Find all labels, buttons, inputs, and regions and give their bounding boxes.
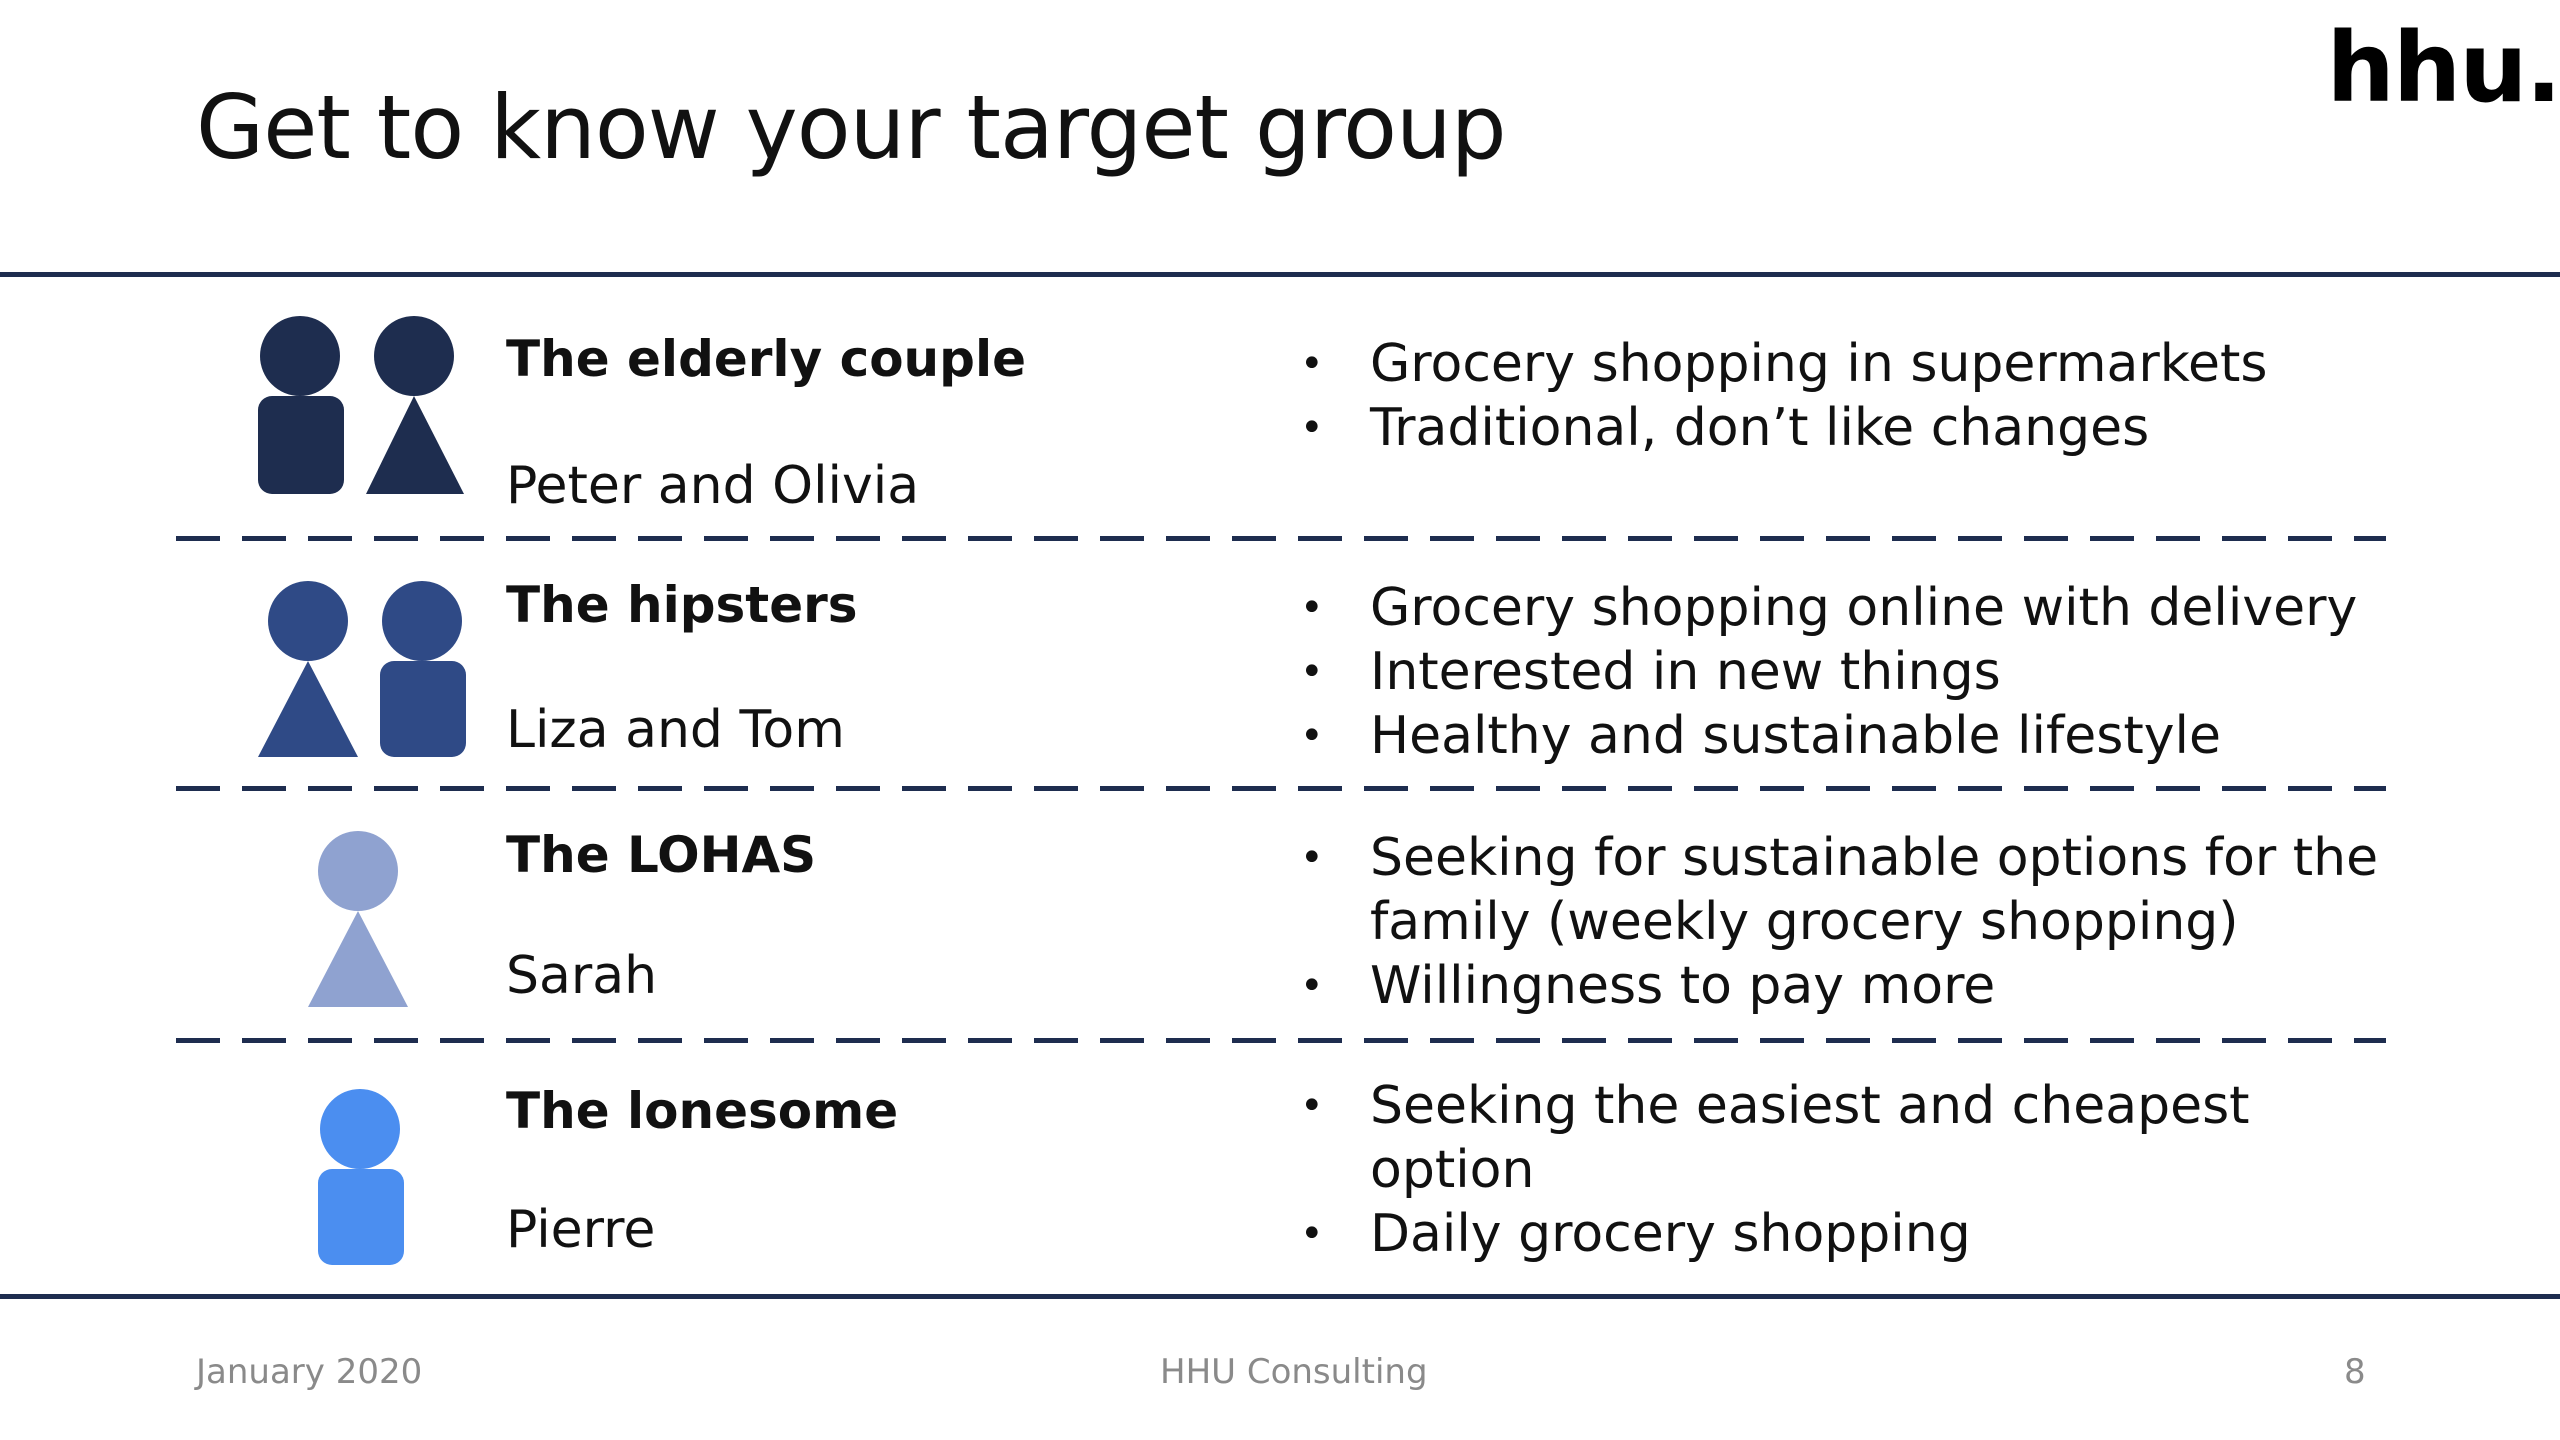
- woman-figure-icon: [308, 831, 408, 1007]
- list-item: • Willingness to pay more: [1300, 956, 1996, 1016]
- group-people: Peter and Olivia: [506, 456, 920, 516]
- bullet-list: [1290, 332, 2410, 460]
- bottom-rule: [0, 1294, 2560, 1299]
- group-people: Sarah: [506, 946, 658, 1006]
- group-people: Pierre: [506, 1200, 656, 1260]
- bullet-list: [1290, 1074, 2410, 1266]
- list-item: • Grocery shopping in supermarkets: [1300, 334, 2268, 394]
- group-name: The elderly couple: [506, 330, 1026, 388]
- group-name: The hipsters: [506, 576, 858, 634]
- footer-company: HHU Consulting: [1160, 1352, 1428, 1392]
- list-item: • Seeking for sustainable options for the family (weekly grocery shopping): [1300, 828, 2379, 952]
- page-number: 8: [2344, 1352, 2366, 1392]
- woman-figure-icon: [366, 316, 464, 494]
- man-figure-icon: [380, 581, 466, 757]
- list-item: • Daily grocery shopping: [1300, 1204, 1971, 1264]
- hhu-logo: hhu.: [2326, 12, 2560, 124]
- list-item: • Grocery shopping online with delivery: [1300, 578, 2358, 638]
- woman-figure-icon: [258, 581, 358, 757]
- lohas-icons: [250, 826, 480, 1016]
- group-divider: [176, 1038, 2386, 1043]
- list-item: • Healthy and sustainable lifestyle: [1300, 706, 2221, 766]
- top-rule: [0, 272, 2560, 277]
- list-item: • Traditional, don’t like changes: [1300, 398, 2150, 458]
- elderly-couple-icons: [250, 316, 480, 506]
- man-figure-icon: [318, 1089, 404, 1265]
- man-figure-icon: [258, 316, 344, 494]
- list-item: • Interested in new things: [1300, 642, 2001, 702]
- hipsters-icons: [250, 576, 480, 766]
- bullet-list: [1290, 576, 2410, 768]
- group-name: The LOHAS: [506, 826, 817, 884]
- lonesome-icons: [250, 1082, 480, 1272]
- group-divider: [176, 536, 2386, 541]
- footer-date: January 2020: [196, 1352, 423, 1392]
- bullet-list: [1290, 826, 2410, 1018]
- group-name: The lonesome: [506, 1082, 899, 1140]
- slide-title: Get to know your target group: [196, 76, 1506, 179]
- group-people: Liza and Tom: [506, 700, 845, 760]
- list-item: • Seeking the easiest and cheapest option: [1300, 1076, 2250, 1200]
- group-divider: [176, 786, 2386, 791]
